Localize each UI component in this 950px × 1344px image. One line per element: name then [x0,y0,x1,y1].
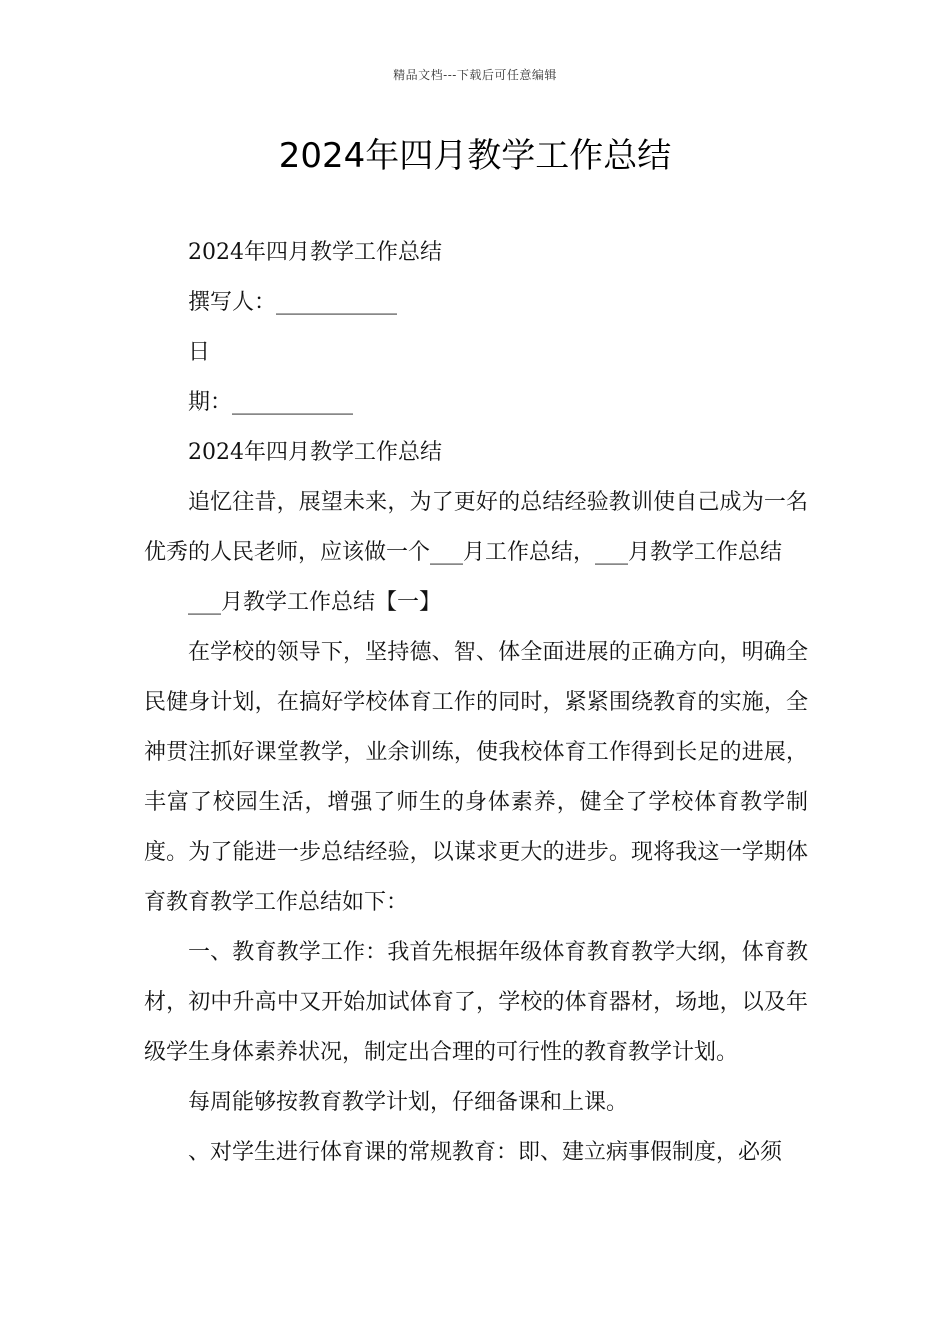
author-blank: ___________ [276,290,398,315]
intro-paragraph: 追忆往昔，展望未来，为了更好的总结经验教训使自己成为一名优秀的人民老师，应该做一个___月工作总结，___月教学工作总结 [144,490,808,565]
date-line [144,378,808,428]
paragraph-1: 在学校的领导下，坚持德、智、体全面进展的正确方向，明确全民健身计划，在搞好学校体育工作的同时，紧紧围绕教育的实施，全神贯注抓好课堂教学，业余训练，使我校体育工作得到长足的进展，丰富了校园生活，增强了师生的身体素养，健全了学校体育教学制度。为了能进一步总结经验，以谋求更大的进步。现将我这一学期体育教育教学工作总结如下： [144,640,808,915]
header-note: 精品文档---下载后可任意编辑 [393,68,557,82]
paragraph-3: 每周能够按教育教学计划，仔细备课和上课。 [188,1090,629,1115]
section-heading: ___月教学工作总结【一】 [188,590,442,615]
date-label-line-1: 日 [188,340,211,365]
author-label: 撰写人： [188,290,277,315]
date-blank: ___________ [232,390,354,415]
subtitle-line: 2024年四月教学工作总结 [188,240,442,265]
author-line [144,278,808,328]
document-title: 2024年四月教学工作总结 [278,136,672,176]
document-body [144,228,808,1178]
subtitle-line-2: 2024年四月教学工作总结 [188,440,442,465]
date-label: 期： [188,390,233,415]
paragraph-2: 一、教育教学工作：我首先根据年级体育教育教学大纲，体育教材，初中升高中又开始加试体育了，学校的体育器材，场地，以及年级学生身体素养状况，制定出合理的可行性的教育教学计划。 [144,940,808,1065]
paragraph-4: 、对学生进行体育课的常规教育：即、建立病事假制度，必须 [188,1140,783,1165]
